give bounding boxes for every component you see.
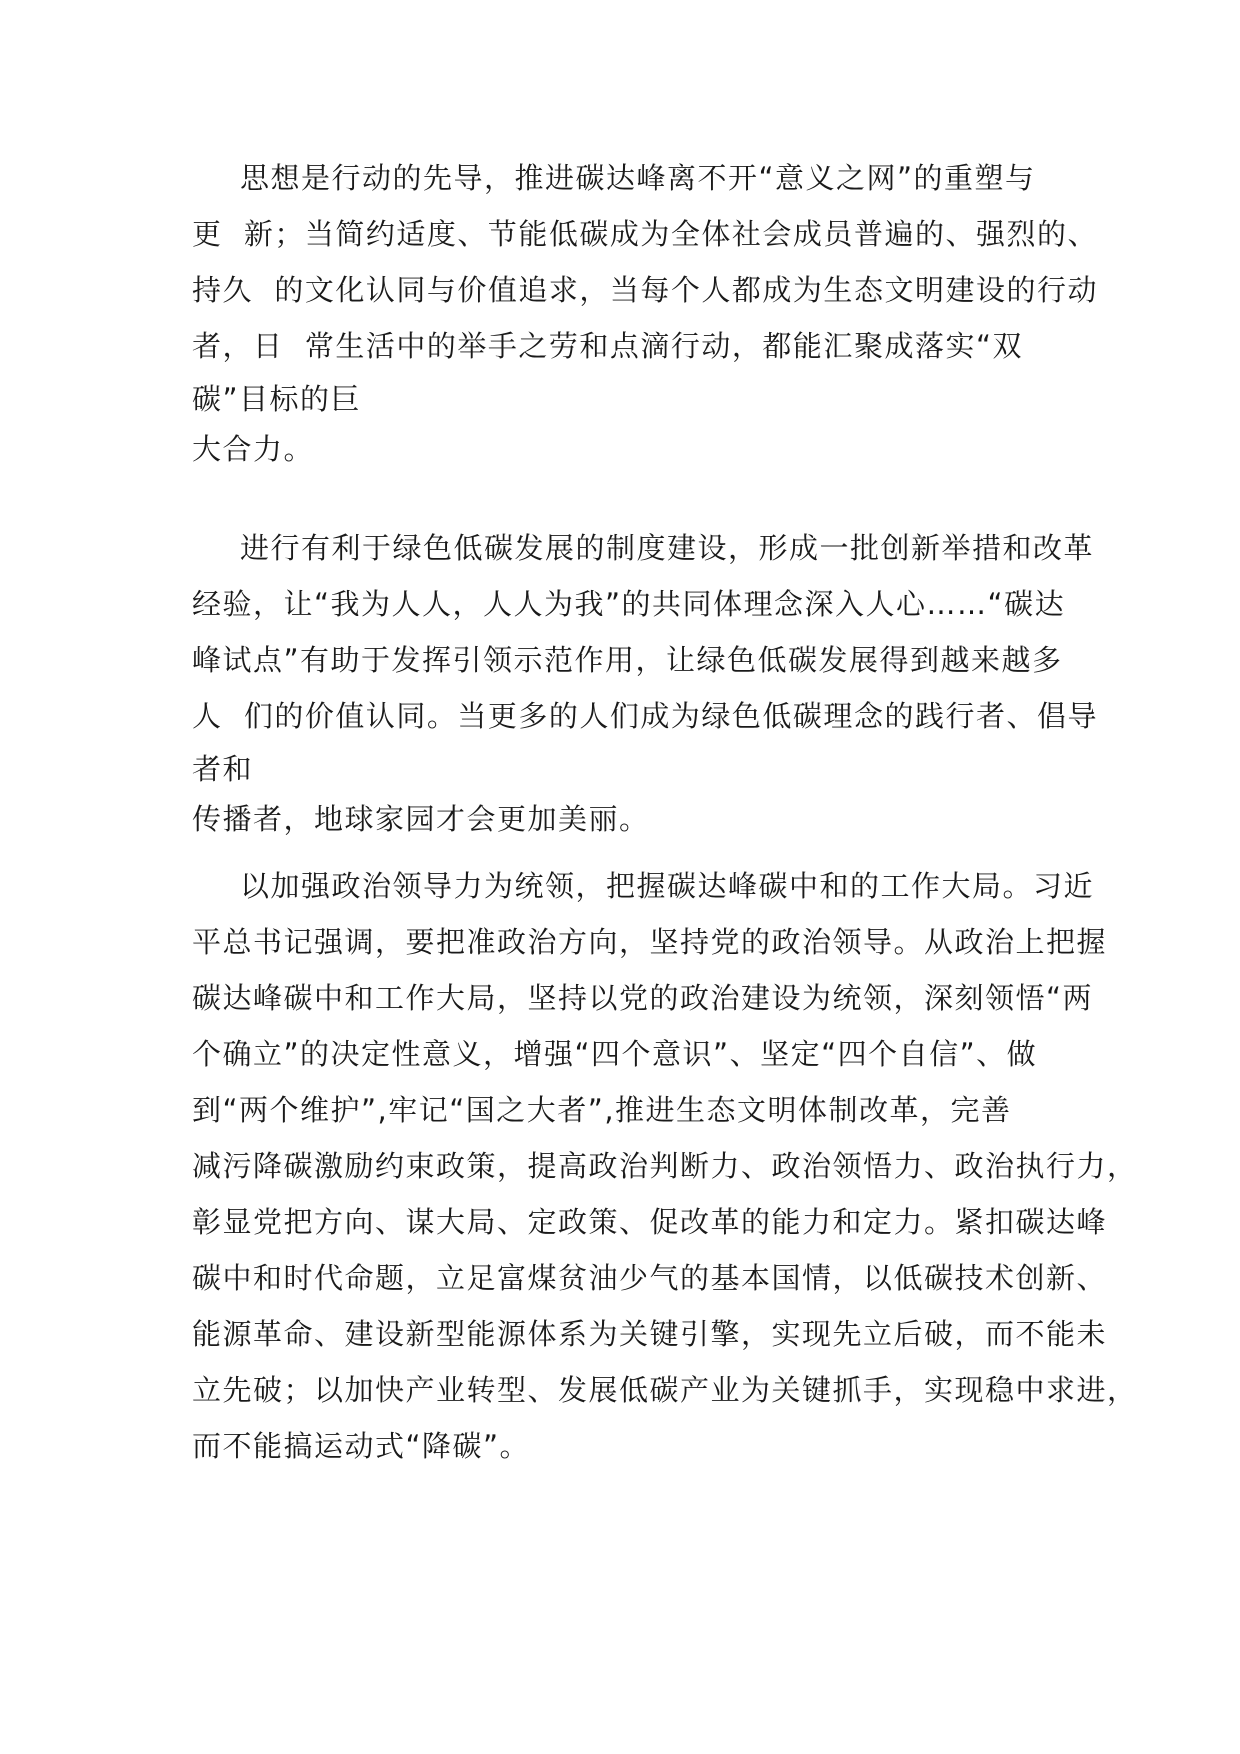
paragraph-line: 碳”目标的巨 [192,382,362,416]
paragraph-line: 者和 [192,752,254,786]
paragraph-line: 峰试点”有助于发挥引领示范作用，让绿色低碳发展得到越来越多 [192,643,1063,677]
paragraph-2 [192,520,1098,844]
paragraph-line: 更 新；当简约适度、节能低碳成为全体社会成员普遍的、强烈的、 [192,217,1098,251]
paragraph-line: 减污降碳激励约束政策，提高政治判断力、政治领悟力、政治执行力， [192,1149,1138,1183]
paragraph-line: 进行有利于绿色低碳发展的制度建设，形成一批创新举措和改革 [240,531,1095,565]
paragraph-line: 大合力。 [192,432,315,466]
paragraph-line: 彰显党把方向、谋大局、定政策、促改革的能力和定力。紧扣碳达峰 [192,1205,1108,1239]
paragraph-1 [192,150,1098,474]
paragraph-line: 持久 的文化认同与价值追求，当每个人都成为生态文明建设的行动 [192,273,1098,307]
paragraph-line: 思想是行动的先导，推进碳达峰离不开“意义之网”的重塑与 [240,161,1036,195]
paragraph-line: 立先破；以加快产业转型、发展低碳产业为关键抓手，实现稳中求进， [192,1373,1138,1407]
paragraph-line: 平总书记强调，要把准政治方向，坚持党的政治领导。从政治上把握 [192,925,1108,959]
paragraph-line: 传播者，地球家园才会更加美丽。 [192,802,650,836]
paragraph-line: 个确立”的决定性意义，增强“四个意识”、坚定“四个自信”、做 [192,1037,1038,1071]
paragraph-line: 人 们的价值认同。当更多的人们成为绿色低碳理念的践行者、倡导 [192,699,1098,733]
paragraph-line: 碳中和时代命题，立足富煤贫油少气的基本国情，以低碳技术创新、 [192,1261,1108,1295]
paragraph-line: 到“两个维护”,牢记“国之大者”,推进生态文明体制改革，完善 [192,1093,1012,1127]
paragraph-line: 能源革命、建设新型能源体系为关键引擎，实现先立后破，而不能未 [192,1317,1108,1351]
paragraph-line: 者，日 常生活中的举手之劳和点滴行动，都能汇聚成落实“双 [192,329,1023,363]
paragraph-line: 以加强政治领导力为统领，把握碳达峰碳中和的工作大局。习近 [240,869,1095,903]
paragraph-line: 而不能搞运动式“降碳”。 [192,1429,531,1463]
paragraph-line: 碳达峰碳中和工作大局，坚持以党的政治建设为统领，深刻领悟“两 [192,981,1094,1015]
paragraph-3 [192,858,1138,1474]
paragraph-line: 经验，让“我为人人，人人为我”的共同体理念深入人心……“碳达 [192,587,1066,621]
